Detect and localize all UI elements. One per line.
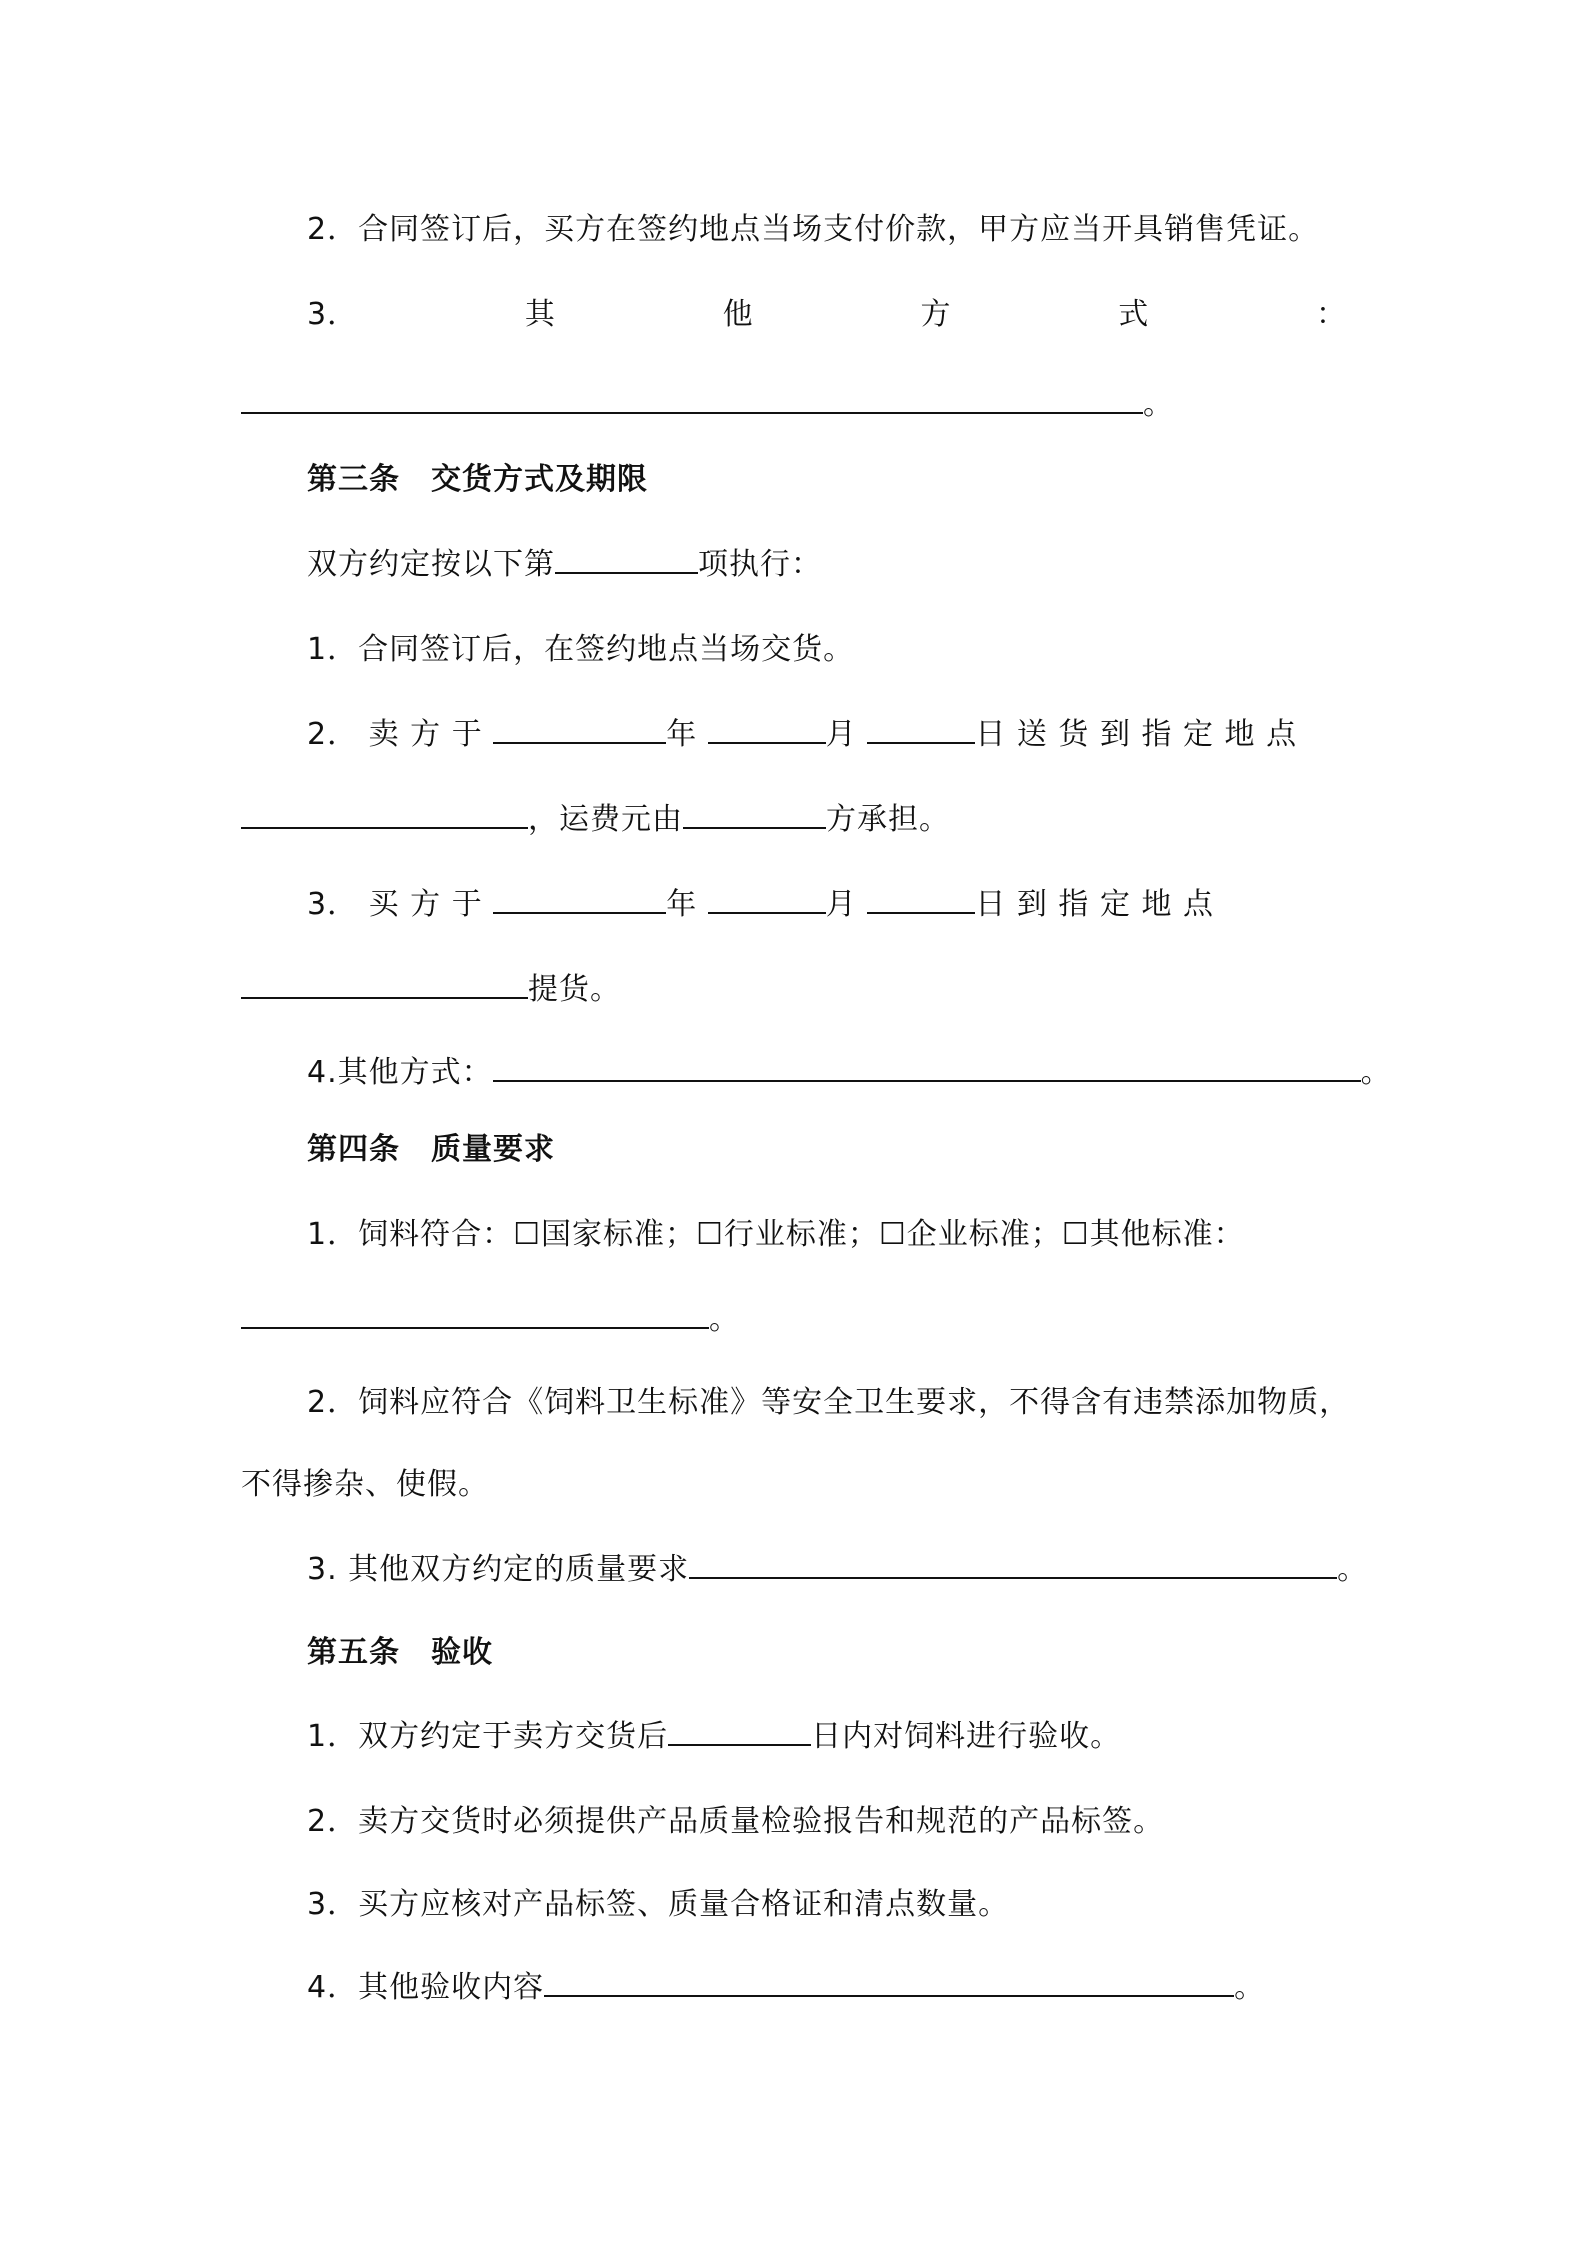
s3-intro-text: 双方约定按以下第 <box>307 547 555 582</box>
fill-blank[interactable] <box>708 882 826 914</box>
s2-item3-char: 式 <box>1118 297 1150 332</box>
s2-item3-num: 3． <box>307 297 359 332</box>
fill-blank[interactable] <box>493 882 666 914</box>
s3-intro <box>307 540 1361 590</box>
s3-item2-text: 2． 卖 方 于 <box>307 717 483 752</box>
year-label: 年 <box>666 887 698 922</box>
s2-item3-char: 方 <box>920 297 952 332</box>
s3-item2-text: 日 送 货 到 指 定 地 点 <box>975 717 1298 752</box>
s4-item2-cont: 不得掺杂、使假。 <box>241 1467 489 1502</box>
fill-blank[interactable] <box>867 882 975 914</box>
s2-item3 <box>307 290 1347 340</box>
fill-blank[interactable] <box>555 542 698 574</box>
fill-blank[interactable] <box>493 712 666 744</box>
s3-item4-text: 4.其他方式： <box>307 1055 493 1090</box>
period: 。 <box>709 1302 740 1337</box>
s3-title: 第三条 交货方式及期限 <box>307 462 648 497</box>
s4-item1: 1．饲料符合：☐国家标准；☐行业标准；☐企业标准；☐其他标准： <box>307 1217 1245 1252</box>
s2-item2: 2．合同签订后，买方在签约地点当场支付价款，甲方应当开具销售凭证。 <box>307 212 1320 247</box>
fill-blank[interactable] <box>493 1050 1361 1082</box>
month-label: 月 <box>825 887 857 922</box>
period: 。 <box>1337 1552 1369 1587</box>
s2-item3-char: 他 <box>722 297 754 332</box>
fill-blank[interactable] <box>544 1965 1234 1997</box>
fill-blank[interactable] <box>708 712 826 744</box>
s3-item2-text: 方承担。 <box>826 802 950 837</box>
s4-item2: 2．饲料应符合《饲料卫生标准》等安全卫生要求，不得含有违禁添加物质， <box>307 1385 1351 1420</box>
period: 。 <box>1360 1055 1392 1090</box>
s3-item3 <box>307 880 1361 930</box>
s5-item1 <box>307 1712 1361 1762</box>
s5-item1-text: 1．双方约定于卖方交货后 <box>307 1719 669 1754</box>
s5-item2: 2．卖方交货时必须提供产品质量检验报告和规范的产品标签。 <box>307 1804 1165 1839</box>
fill-blank[interactable] <box>668 1714 811 1746</box>
s2-item3-blank-line <box>241 380 1361 430</box>
s3-item3-text: 提货。 <box>528 972 621 1007</box>
fill-blank[interactable] <box>241 797 528 829</box>
s3-intro-text: 项执行： <box>698 547 822 582</box>
period: 。 <box>1234 1970 1266 2005</box>
s3-item1: 1．合同签订后，在签约地点当场交货。 <box>307 632 855 667</box>
s5-item4-text: 4．其他验收内容 <box>307 1970 545 2005</box>
fill-blank[interactable] <box>867 712 975 744</box>
s4-item3 <box>307 1545 1369 1595</box>
s4-item1-cont <box>241 1295 1361 1345</box>
s2-item3-char: 其 <box>524 297 556 332</box>
fill-blank[interactable] <box>241 382 1143 414</box>
s4-item3-text: 3. 其他双方约定的质量要求 <box>307 1552 690 1587</box>
s3-item4 <box>307 1048 1392 1098</box>
fill-blank[interactable] <box>241 1297 709 1329</box>
s3-item2-cont <box>241 795 1361 845</box>
s3-item3-text: 3． 买 方 于 <box>307 887 483 922</box>
s2-item3-char: ： <box>1316 297 1347 332</box>
year-label: 年 <box>666 717 698 752</box>
fill-blank[interactable] <box>683 797 826 829</box>
s3-item2-text: ，运费元由 <box>528 802 683 837</box>
month-label: 月 <box>825 717 857 752</box>
period: 。 <box>1143 387 1174 422</box>
s5-title: 第五条 验收 <box>307 1635 493 1670</box>
s5-item4 <box>307 1963 1361 2013</box>
s3-item3-text: 日 到 指 定 地 点 <box>975 887 1215 922</box>
s5-item3: 3．买方应核对产品标签、质量合格证和清点数量。 <box>307 1887 1010 1922</box>
s5-item1-text: 日内对饲料进行验收。 <box>811 1719 1122 1754</box>
fill-blank[interactable] <box>689 1547 1337 1579</box>
s3-item2 <box>307 710 1361 760</box>
s4-title: 第四条 质量要求 <box>307 1132 555 1167</box>
s3-item3-cont <box>241 965 1361 1015</box>
fill-blank[interactable] <box>241 967 528 999</box>
